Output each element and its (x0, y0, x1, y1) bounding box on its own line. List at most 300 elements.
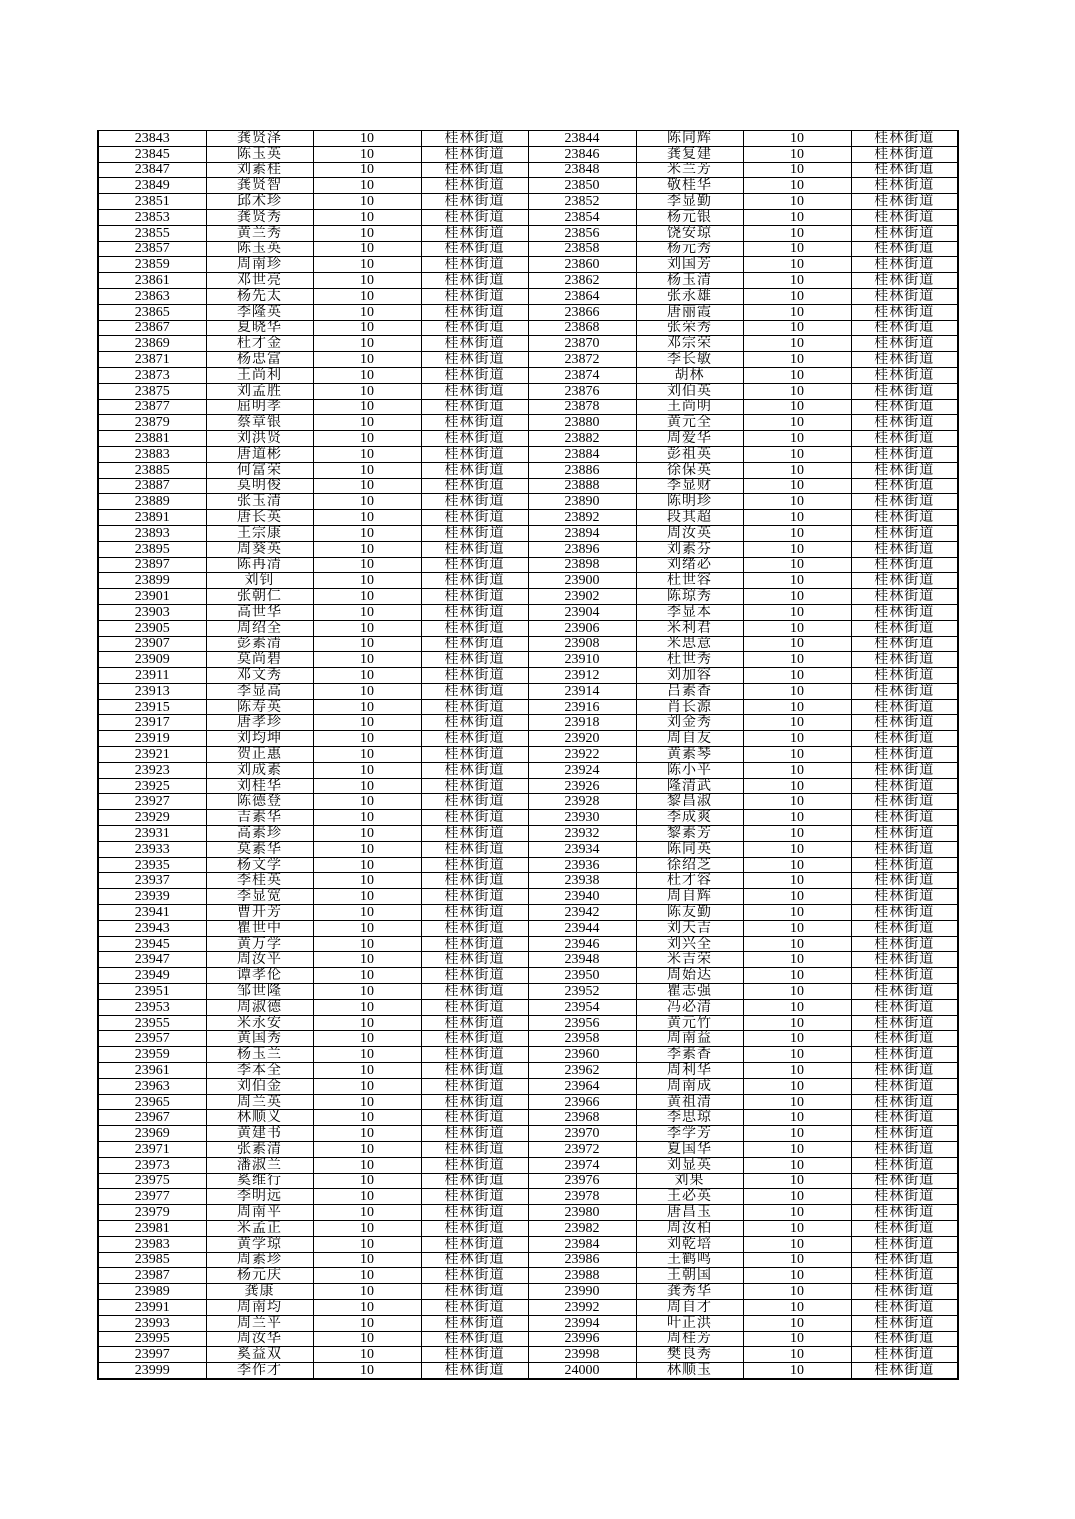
amount-cell: 10 (743, 446, 851, 462)
record-number-cell: 23858 (528, 241, 636, 257)
name-cell: 杨元秀 (636, 241, 743, 257)
record-number-cell: 23860 (528, 257, 636, 273)
record-number-cell: 23855 (98, 225, 206, 241)
street-cell: 桂林街道 (851, 162, 958, 178)
street-cell: 桂林街道 (851, 273, 958, 289)
record-number-cell: 23919 (98, 731, 206, 747)
street-cell: 桂林街道 (421, 1236, 528, 1252)
name-cell: 王鹤鸣 (636, 1252, 743, 1268)
name-cell: 邱术珍 (206, 194, 313, 210)
record-number-cell: 23949 (98, 968, 206, 984)
record-number-cell: 23969 (98, 1126, 206, 1142)
street-cell: 桂林街道 (851, 510, 958, 526)
table-row (98, 873, 958, 889)
record-number-cell: 23940 (528, 889, 636, 905)
name-cell: 周汝华 (206, 1331, 313, 1347)
amount-cell: 10 (743, 1220, 851, 1236)
record-number-cell: 23882 (528, 431, 636, 447)
name-cell: 邹世隆 (206, 984, 313, 1000)
record-number-cell: 23961 (98, 1063, 206, 1079)
street-cell: 桂林街道 (851, 920, 958, 936)
name-cell: 段其超 (636, 510, 743, 526)
table-row (98, 273, 958, 289)
street-cell: 桂林街道 (851, 1094, 958, 1110)
name-cell: 李学芳 (636, 1126, 743, 1142)
name-cell: 李隆英 (206, 304, 313, 320)
amount-cell: 10 (313, 968, 421, 984)
amount-cell: 10 (313, 1142, 421, 1158)
amount-cell: 10 (313, 636, 421, 652)
amount-cell: 10 (313, 367, 421, 383)
table-row (98, 952, 958, 968)
name-cell: 刘显英 (636, 1157, 743, 1173)
street-cell: 桂林街道 (421, 1047, 528, 1063)
amount-cell: 10 (743, 1347, 851, 1363)
street-cell: 桂林街道 (421, 1220, 528, 1236)
name-cell: 杜才金 (206, 336, 313, 352)
amount-cell: 10 (313, 194, 421, 210)
amount-cell: 10 (743, 304, 851, 320)
record-number-cell: 23953 (98, 999, 206, 1015)
name-cell: 黄学琼 (206, 1236, 313, 1252)
amount-cell: 10 (313, 336, 421, 352)
amount-cell: 10 (743, 178, 851, 194)
record-number-cell: 23979 (98, 1205, 206, 1221)
amount-cell: 10 (743, 841, 851, 857)
name-cell: 杨元庆 (206, 1268, 313, 1284)
amount-cell: 10 (743, 557, 851, 573)
name-cell: 饶安琼 (636, 225, 743, 241)
table-row (98, 1031, 958, 1047)
street-cell: 桂林街道 (851, 209, 958, 225)
record-number-cell: 23929 (98, 810, 206, 826)
name-cell: 高世华 (206, 604, 313, 620)
table-row (98, 652, 958, 668)
record-number-cell: 23862 (528, 273, 636, 289)
name-cell: 徐绍芝 (636, 857, 743, 873)
name-cell: 谭孝伦 (206, 968, 313, 984)
record-number-cell: 23926 (528, 778, 636, 794)
name-cell: 王尚利 (206, 367, 313, 383)
name-cell: 陈玉英 (206, 241, 313, 257)
street-cell: 桂林街道 (851, 652, 958, 668)
name-cell: 刘均坤 (206, 731, 313, 747)
street-cell: 桂林街道 (851, 288, 958, 304)
street-cell: 桂林街道 (421, 209, 528, 225)
amount-cell: 10 (743, 431, 851, 447)
table-row (98, 968, 958, 984)
name-cell: 黄万学 (206, 936, 313, 952)
table-row (98, 1063, 958, 1079)
record-number-cell: 23928 (528, 794, 636, 810)
name-cell: 周淑德 (206, 999, 313, 1015)
record-number-cell: 23883 (98, 446, 206, 462)
table-row (98, 367, 958, 383)
name-cell: 米思意 (636, 636, 743, 652)
amount-cell: 10 (743, 494, 851, 510)
name-cell: 夏晓华 (206, 320, 313, 336)
amount-cell: 10 (313, 573, 421, 589)
street-cell: 桂林街道 (421, 952, 528, 968)
table-row (98, 288, 958, 304)
record-number-cell: 23894 (528, 525, 636, 541)
name-cell: 李显高 (206, 683, 313, 699)
amount-cell: 10 (743, 225, 851, 241)
street-cell: 桂林街道 (421, 936, 528, 952)
amount-cell: 10 (313, 131, 421, 147)
name-cell: 刘素桂 (206, 162, 313, 178)
amount-cell: 10 (313, 162, 421, 178)
street-cell: 桂林街道 (421, 304, 528, 320)
record-number-cell: 23980 (528, 1205, 636, 1221)
name-cell: 刘天吉 (636, 920, 743, 936)
amount-cell: 10 (743, 1126, 851, 1142)
street-cell: 桂林街道 (851, 431, 958, 447)
table-row (98, 920, 958, 936)
record-number-cell: 23917 (98, 715, 206, 731)
record-number-cell: 23945 (98, 936, 206, 952)
amount-cell: 10 (743, 162, 851, 178)
amount-cell: 10 (743, 288, 851, 304)
street-cell: 桂林街道 (851, 462, 958, 478)
record-number-cell: 23876 (528, 383, 636, 399)
amount-cell: 10 (313, 1189, 421, 1205)
name-cell: 胡林 (636, 367, 743, 383)
amount-cell: 10 (313, 1284, 421, 1300)
amount-cell: 10 (313, 446, 421, 462)
record-number-cell: 23868 (528, 320, 636, 336)
name-cell: 莫尚碧 (206, 652, 313, 668)
amount-cell: 10 (743, 968, 851, 984)
name-cell: 王宗康 (206, 525, 313, 541)
name-cell: 刘果 (636, 1173, 743, 1189)
name-cell: 吕素香 (636, 683, 743, 699)
table-row (98, 936, 958, 952)
street-cell: 桂林街道 (421, 1126, 528, 1142)
street-cell: 桂林街道 (851, 557, 958, 573)
name-cell: 李长敏 (636, 352, 743, 368)
amount-cell: 10 (313, 826, 421, 842)
name-cell: 杨文学 (206, 857, 313, 873)
amount-cell: 10 (313, 1126, 421, 1142)
record-number-cell: 24000 (528, 1363, 636, 1379)
name-cell: 彭祖英 (636, 446, 743, 462)
table-row (98, 826, 958, 842)
street-cell: 桂林街道 (851, 999, 958, 1015)
amount-cell: 10 (743, 1299, 851, 1315)
amount-cell: 10 (743, 604, 851, 620)
name-cell: 黄元全 (636, 415, 743, 431)
name-cell: 潘淑兰 (206, 1157, 313, 1173)
record-number-cell: 23850 (528, 178, 636, 194)
amount-cell: 10 (743, 715, 851, 731)
table-row (98, 683, 958, 699)
record-number-cell: 23888 (528, 478, 636, 494)
amount-cell: 10 (313, 1315, 421, 1331)
amount-cell: 10 (313, 841, 421, 857)
record-number-cell: 23955 (98, 1015, 206, 1031)
street-cell: 桂林街道 (851, 399, 958, 415)
amount-cell: 10 (313, 873, 421, 889)
name-cell: 周南珍 (206, 257, 313, 273)
record-number-cell: 23889 (98, 494, 206, 510)
name-cell: 肖长源 (636, 699, 743, 715)
table-row (98, 747, 958, 763)
name-cell: 李显勤 (636, 194, 743, 210)
amount-cell: 10 (313, 1157, 421, 1173)
amount-cell: 10 (743, 352, 851, 368)
name-cell: 黄国秀 (206, 1031, 313, 1047)
record-number-cell: 23967 (98, 1110, 206, 1126)
name-cell: 杜世容 (636, 573, 743, 589)
amount-cell: 10 (313, 1015, 421, 1031)
record-number-cell: 23844 (528, 131, 636, 147)
name-cell: 张朝仁 (206, 589, 313, 605)
name-cell: 米吉荣 (636, 952, 743, 968)
amount-cell: 10 (743, 273, 851, 289)
street-cell: 桂林街道 (421, 699, 528, 715)
amount-cell: 10 (743, 241, 851, 257)
street-cell: 桂林街道 (851, 1078, 958, 1094)
record-number-cell: 23895 (98, 541, 206, 557)
record-number-cell: 23914 (528, 683, 636, 699)
amount-cell: 10 (743, 146, 851, 162)
street-cell: 桂林街道 (421, 1063, 528, 1079)
record-number-cell: 23905 (98, 620, 206, 636)
record-number-cell: 23983 (98, 1236, 206, 1252)
amount-cell: 10 (313, 747, 421, 763)
street-cell: 桂林街道 (421, 541, 528, 557)
name-cell: 周汝柏 (636, 1220, 743, 1236)
name-cell: 李作才 (206, 1363, 313, 1379)
table-row (98, 762, 958, 778)
street-cell: 桂林街道 (421, 415, 528, 431)
roster-table-body (98, 131, 958, 1379)
record-number-cell: 23896 (528, 541, 636, 557)
record-number-cell: 23934 (528, 841, 636, 857)
record-number-cell: 23918 (528, 715, 636, 731)
record-number-cell: 23943 (98, 920, 206, 936)
amount-cell: 10 (313, 1094, 421, 1110)
street-cell: 桂林街道 (421, 1189, 528, 1205)
street-cell: 桂林街道 (421, 668, 528, 684)
street-cell: 桂林街道 (851, 1363, 958, 1379)
name-cell: 周南成 (636, 1078, 743, 1094)
street-cell: 桂林街道 (421, 1299, 528, 1315)
street-cell: 桂林街道 (851, 1063, 958, 1079)
table-row (98, 541, 958, 557)
amount-cell: 10 (313, 905, 421, 921)
record-number-cell: 23852 (528, 194, 636, 210)
amount-cell: 10 (743, 336, 851, 352)
name-cell: 刘乾培 (636, 1236, 743, 1252)
street-cell: 桂林街道 (851, 367, 958, 383)
record-number-cell: 23931 (98, 826, 206, 842)
street-cell: 桂林街道 (851, 1157, 958, 1173)
amount-cell: 10 (743, 415, 851, 431)
name-cell: 彭素清 (206, 636, 313, 652)
name-cell: 杜世秀 (636, 652, 743, 668)
name-cell: 黄兰秀 (206, 225, 313, 241)
name-cell: 周汝平 (206, 952, 313, 968)
record-number-cell: 23898 (528, 557, 636, 573)
amount-cell: 10 (743, 399, 851, 415)
amount-cell: 10 (313, 415, 421, 431)
table-row (98, 1284, 958, 1300)
amount-cell: 10 (743, 194, 851, 210)
street-cell: 桂林街道 (851, 494, 958, 510)
record-number-cell: 23933 (98, 841, 206, 857)
name-cell: 王朝国 (636, 1268, 743, 1284)
record-number-cell: 23851 (98, 194, 206, 210)
amount-cell: 10 (313, 510, 421, 526)
street-cell: 桂林街道 (851, 352, 958, 368)
street-cell: 桂林街道 (421, 1347, 528, 1363)
name-cell: 奚益双 (206, 1347, 313, 1363)
name-cell: 周自才 (636, 1299, 743, 1315)
table-row (98, 1315, 958, 1331)
record-number-cell: 23854 (528, 209, 636, 225)
record-number-cell: 23997 (98, 1347, 206, 1363)
name-cell: 林顺义 (206, 1110, 313, 1126)
record-number-cell: 23942 (528, 905, 636, 921)
record-number-cell: 23909 (98, 652, 206, 668)
table-row (98, 1236, 958, 1252)
street-cell: 桂林街道 (421, 431, 528, 447)
record-number-cell: 23864 (528, 288, 636, 304)
name-cell: 冯必清 (636, 999, 743, 1015)
table-row (98, 415, 958, 431)
street-cell: 桂林街道 (851, 905, 958, 921)
record-number-cell: 23890 (528, 494, 636, 510)
amount-cell: 10 (313, 1110, 421, 1126)
record-number-cell: 23863 (98, 288, 206, 304)
record-number-cell: 23925 (98, 778, 206, 794)
street-cell: 桂林街道 (421, 1110, 528, 1126)
record-number-cell: 23907 (98, 636, 206, 652)
table-row (98, 857, 958, 873)
street-cell: 桂林街道 (851, 620, 958, 636)
amount-cell: 10 (743, 873, 851, 889)
amount-cell: 10 (313, 557, 421, 573)
street-cell: 桂林街道 (421, 1205, 528, 1221)
record-number-cell: 23944 (528, 920, 636, 936)
street-cell: 桂林街道 (421, 731, 528, 747)
amount-cell: 10 (743, 209, 851, 225)
street-cell: 桂林街道 (421, 383, 528, 399)
amount-cell: 10 (743, 573, 851, 589)
name-cell: 杨先太 (206, 288, 313, 304)
amount-cell: 10 (313, 731, 421, 747)
table-row (98, 636, 958, 652)
name-cell: 蔡章银 (206, 415, 313, 431)
record-number-cell: 23870 (528, 336, 636, 352)
name-cell: 陈再清 (206, 557, 313, 573)
street-cell: 桂林街道 (851, 810, 958, 826)
record-number-cell: 23847 (98, 162, 206, 178)
street-cell: 桂林街道 (851, 952, 958, 968)
amount-cell: 10 (313, 1347, 421, 1363)
record-number-cell: 23956 (528, 1015, 636, 1031)
street-cell: 桂林街道 (421, 636, 528, 652)
record-number-cell: 23880 (528, 415, 636, 431)
street-cell: 桂林街道 (421, 1331, 528, 1347)
amount-cell: 10 (743, 905, 851, 921)
street-cell: 桂林街道 (851, 731, 958, 747)
name-cell: 刘加容 (636, 668, 743, 684)
amount-cell: 10 (313, 209, 421, 225)
name-cell: 龚秀华 (636, 1284, 743, 1300)
table-row (98, 209, 958, 225)
street-cell: 桂林街道 (851, 1142, 958, 1158)
record-number-cell: 23932 (528, 826, 636, 842)
table-row (98, 668, 958, 684)
amount-cell: 10 (313, 857, 421, 873)
street-cell: 桂林街道 (421, 620, 528, 636)
amount-cell: 10 (743, 257, 851, 273)
table-row (98, 431, 958, 447)
amount-cell: 10 (743, 1063, 851, 1079)
street-cell: 桂林街道 (851, 668, 958, 684)
amount-cell: 10 (743, 794, 851, 810)
street-cell: 桂林街道 (851, 747, 958, 763)
street-cell: 桂林街道 (421, 494, 528, 510)
name-cell: 杨元银 (636, 209, 743, 225)
amount-cell: 10 (313, 462, 421, 478)
amount-cell: 10 (313, 1331, 421, 1347)
record-number-cell: 23957 (98, 1031, 206, 1047)
amount-cell: 10 (743, 1094, 851, 1110)
street-cell: 桂林街道 (421, 1173, 528, 1189)
record-number-cell: 23987 (98, 1268, 206, 1284)
table-row (98, 383, 958, 399)
record-number-cell: 23908 (528, 636, 636, 652)
street-cell: 桂林街道 (851, 589, 958, 605)
record-number-cell: 23913 (98, 683, 206, 699)
amount-cell: 10 (743, 620, 851, 636)
name-cell: 杨玉清 (636, 273, 743, 289)
table-row (98, 478, 958, 494)
name-cell: 周汝英 (636, 525, 743, 541)
name-cell: 周自辉 (636, 889, 743, 905)
amount-cell: 10 (743, 478, 851, 494)
amount-cell: 10 (313, 604, 421, 620)
street-cell: 桂林街道 (421, 841, 528, 857)
street-cell: 桂林街道 (421, 589, 528, 605)
street-cell: 桂林街道 (851, 1347, 958, 1363)
street-cell: 桂林街道 (421, 999, 528, 1015)
amount-cell: 10 (313, 1252, 421, 1268)
name-cell: 周桂芳 (636, 1331, 743, 1347)
table-row (98, 131, 958, 147)
street-cell: 桂林街道 (851, 984, 958, 1000)
name-cell: 唐孝珍 (206, 715, 313, 731)
street-cell: 桂林街道 (421, 747, 528, 763)
street-cell: 桂林街道 (851, 1110, 958, 1126)
street-cell: 桂林街道 (421, 162, 528, 178)
amount-cell: 10 (743, 683, 851, 699)
street-cell: 桂林街道 (421, 683, 528, 699)
amount-cell: 10 (313, 1363, 421, 1379)
street-cell: 桂林街道 (851, 857, 958, 873)
table-row (98, 1078, 958, 1094)
amount-cell: 10 (313, 652, 421, 668)
amount-cell: 10 (313, 1031, 421, 1047)
name-cell: 李显宽 (206, 889, 313, 905)
street-cell: 桂林街道 (421, 1078, 528, 1094)
name-cell: 张素清 (206, 1142, 313, 1158)
street-cell: 桂林街道 (851, 541, 958, 557)
